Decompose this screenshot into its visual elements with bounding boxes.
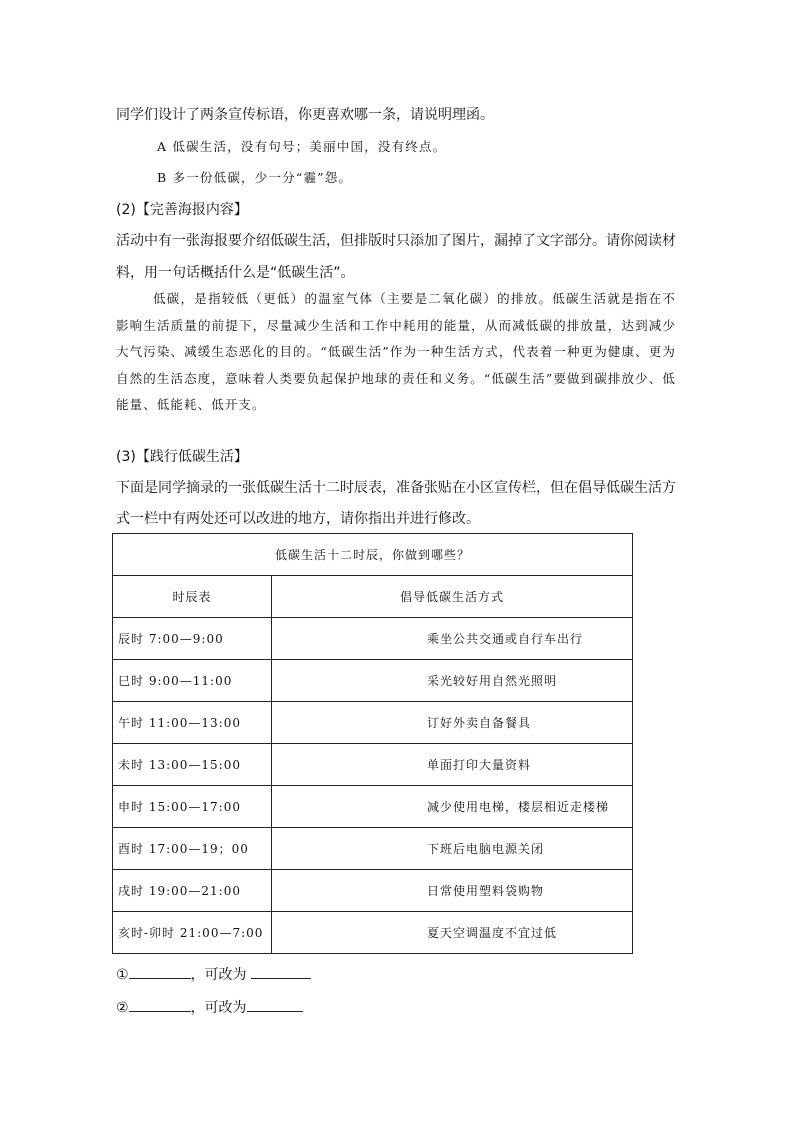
cell-time: 酉时 17:00—19；00 [113,828,272,870]
answer-1-fix-blank[interactable] [251,978,311,979]
section3-prompt-line2: 式一栏中有两处还可以改进的地方，请你指出并进行修改。 [116,511,480,527]
table-row [113,744,633,786]
table-row [113,870,633,912]
slogan-a: A 低碳生活，没有句号；美丽中国，没有终点。 [157,139,447,154]
answer-2-mark: ② [116,1000,129,1016]
table-row [113,618,633,660]
section2-prompt-line1: 活动中有一张海报要介绍低碳生活，但排版时只添加了图片，漏掉了文字部分。请你阅读材 [116,233,676,249]
answer-1-blank[interactable] [129,978,191,979]
col-header-way: 倡导低碳生活方式 [272,576,633,618]
table-caption-row [113,534,633,576]
section3-title: (3)【践行低碳生活】 [116,449,248,465]
answer-line-1 [116,964,311,984]
intro-question: 同学们设计了两条宣传标语，你更喜欢哪一条，请说明理函。 [116,107,494,123]
table-row [113,702,633,744]
material-paragraph: 低碳，是指较低（更低）的温室气体（主要是二氧化碳）的排放。低碳生活就是指在不影响生活质量的前提下，尽量减少生活和工作中耗用的能量，从而减低碳的排放量，达到减少大气污染、减缓生态恶化的目的。“低碳生活”作为一种生活方式，代表着一种更为健康、更为自然的生活态度，意味着人类要负起保护地球的责任和义务。“低碳生活”要做到碳排放少、低能量、低能耗、低开支。 [116,291,676,412]
table-caption: 低碳生活十二时辰，你做到哪些？ [113,534,633,576]
table-row [113,786,633,828]
cell-time: 午时 11:00—13:00 [113,702,272,744]
cell-way: 订好外卖自备餐具 [272,702,633,744]
cell-way: 乘坐公共交通或自行车出行 [272,618,633,660]
answer-line-2 [116,997,303,1017]
table-header-row [113,576,633,618]
section2-prompt-line2: 料，用一句话概括什么是“低碳生活”。 [116,265,355,281]
cell-time: 未时 13:00—15:00 [113,744,272,786]
col-header-time: 时辰表 [113,576,272,618]
table-row [113,912,633,954]
cell-way: 采光较好用自然光照明 [272,660,633,702]
cell-time: 辰时 7:00—9:00 [113,618,272,660]
answer-1-text: ，可改为 [190,967,247,983]
answer-2-text: ，可改为 [190,1000,247,1016]
cell-way: 日常使用塑料袋购物 [272,870,633,912]
table-row [113,660,633,702]
answer-2-blank[interactable] [129,1011,191,1012]
cell-way: 单面打印大量资料 [272,744,633,786]
schedule-table [112,533,633,954]
slogan-b: B 多一份低碳，少一分“霾”怨。 [157,170,353,185]
cell-time: 申时 15:00—17:00 [113,786,272,828]
section2-title: (2)【完善海报内容】 [116,202,248,218]
cell-way: 夏天空调温度不宜过低 [272,912,633,954]
cell-way: 减少使用电梯，楼层相近走楼梯 [272,786,633,828]
cell-way: 下班后电脑电源关闭 [272,828,633,870]
table-row [113,828,633,870]
answer-1-mark: ① [116,967,129,983]
section3-prompt-line1: 下面是同学摘录的一张低碳生活十二时辰表，准备张贴在小区宣传栏，但在倡导低碳生活方 [116,480,676,496]
cell-time: 巳时 9:00—11:00 [113,660,272,702]
cell-time: 戌时 19:00—21:00 [113,870,272,912]
answer-2-fix-blank[interactable] [247,1011,303,1012]
cell-time: 亥时-卯时 21:00—7:00 [113,912,272,954]
